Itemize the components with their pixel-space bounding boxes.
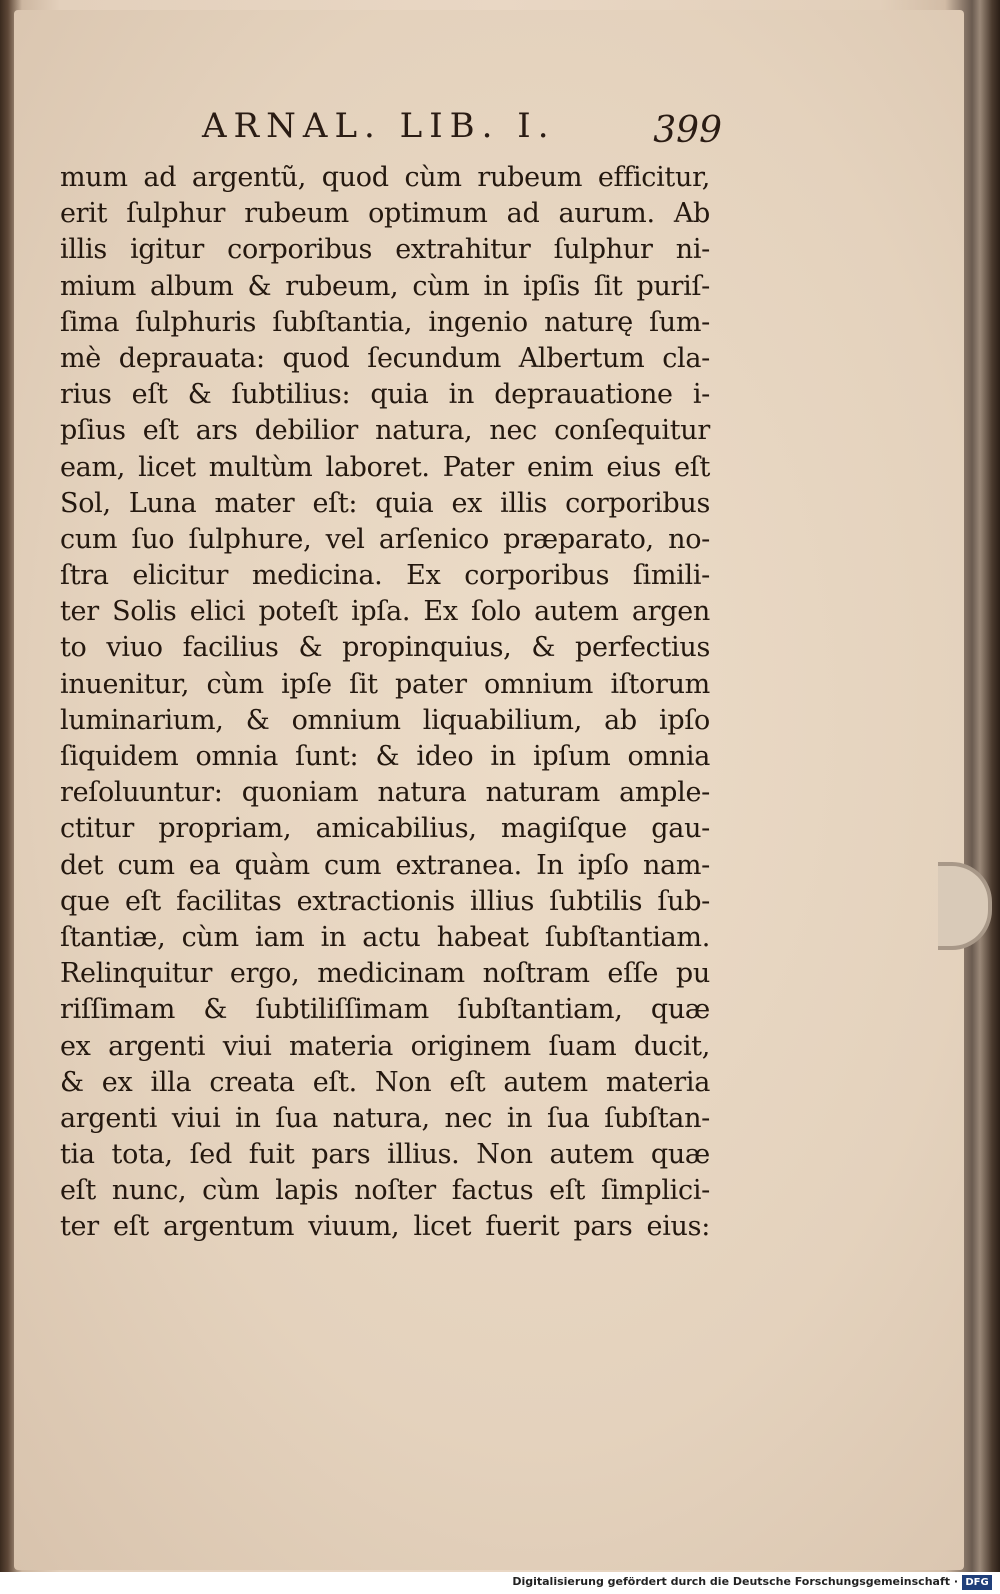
text-line: luminarium, & omnium liquabilium, ab ipſo — [60, 704, 710, 736]
text-line: mè deprauata: quod ſecundum Albertum cla- — [60, 342, 710, 374]
book-clasp — [938, 862, 992, 950]
text-line: erit ſulphur rubeum optimum ad aurum. Ab — [60, 198, 710, 230]
text-line: det cum ea quàm cum extranea. In ipſo nam- — [60, 849, 710, 881]
text-line: argenti viui in ſua natura, nec in ſua ſubſtan- — [60, 1102, 710, 1134]
text-line: reſoluuntur: quoniam natura naturam ample- — [60, 777, 710, 809]
dfg-logo: DFG — [962, 1575, 992, 1590]
running-head: ARNAL. LIB. I. — [202, 106, 556, 146]
text-line: & ex illa creata eſt. Non eſt autem materia — [60, 1066, 710, 1098]
text-line: ſtantiæ, cùm iam in actu habeat ſubſtantiam. — [60, 921, 710, 953]
text-line: eam, licet multùm laboret. Pater enim eius eſt — [60, 451, 710, 483]
text-line: ter eſt argentum viuum, licet fuerit pars eius: — [60, 1211, 710, 1243]
text-line: eſt nunc, cùm lapis noſter factus eſt ſimplici- — [60, 1175, 710, 1207]
digitization-credit: Digitalisierung gefördert durch die Deutsche Forschungsgemeinschaft · — [512, 1575, 958, 1588]
text-line: to viuo facilius & propinquius, & perfectius — [60, 632, 710, 664]
page-number: 399 — [653, 110, 722, 151]
text-line: ctitur propriam, amicabilius, magiſque gau- — [60, 813, 710, 845]
text-line: riſſimam & ſubtiliſſimam ſubſtantiam, quæ — [60, 994, 710, 1026]
text-line: cum ſuo ſulphure, vel arſenico præparato, no- — [60, 523, 710, 555]
text-line: ſima ſulphuris ſubſtantia, ingenio naturę ſum- — [60, 306, 710, 338]
body-text — [60, 160, 710, 1246]
page-header — [202, 106, 762, 156]
book-page — [14, 10, 964, 1570]
text-line: que eſt facilitas extractionis illius ſubtilis ſub- — [60, 885, 710, 917]
text-line: tia tota, ſed fuit pars illius. Non autem quæ — [60, 1139, 710, 1171]
text-line: ſtra elicitur medicina. Ex corporibus ſimili- — [60, 560, 710, 592]
footer-bar — [0, 1572, 1000, 1594]
text-line: mum ad argentũ, quod cùm rubeum efficitur, — [60, 162, 710, 193]
text-line: Relinquitur ergo, medicinam noſtram eſſe pu — [60, 958, 710, 990]
text-line: pſius eſt ars debilior natura, nec conſequitur — [60, 415, 710, 447]
text-line: inuenitur, cùm ipſe ſit pater omnium iſtorum — [60, 668, 710, 700]
text-line: Sol, Luna mater eſt: quia ex illis corporibus — [60, 487, 710, 519]
text-line: ſiquidem omnia ſunt: & ideo in ipſum omnia — [60, 741, 710, 772]
text-line: illis igitur corporibus extrahitur ſulphur ni- — [60, 234, 710, 266]
text-line: mium album & rubeum, cùm in ipſis ſit puriſ- — [60, 270, 710, 302]
text-line: rius eſt & ſubtilius: quia in deprauatione i- — [60, 379, 710, 411]
text-line: ex argenti viui materia originem ſuam ducit, — [60, 1030, 710, 1062]
text-line: ter Solis elici poteſt ipſa. Ex ſolo autem argen — [60, 596, 710, 628]
